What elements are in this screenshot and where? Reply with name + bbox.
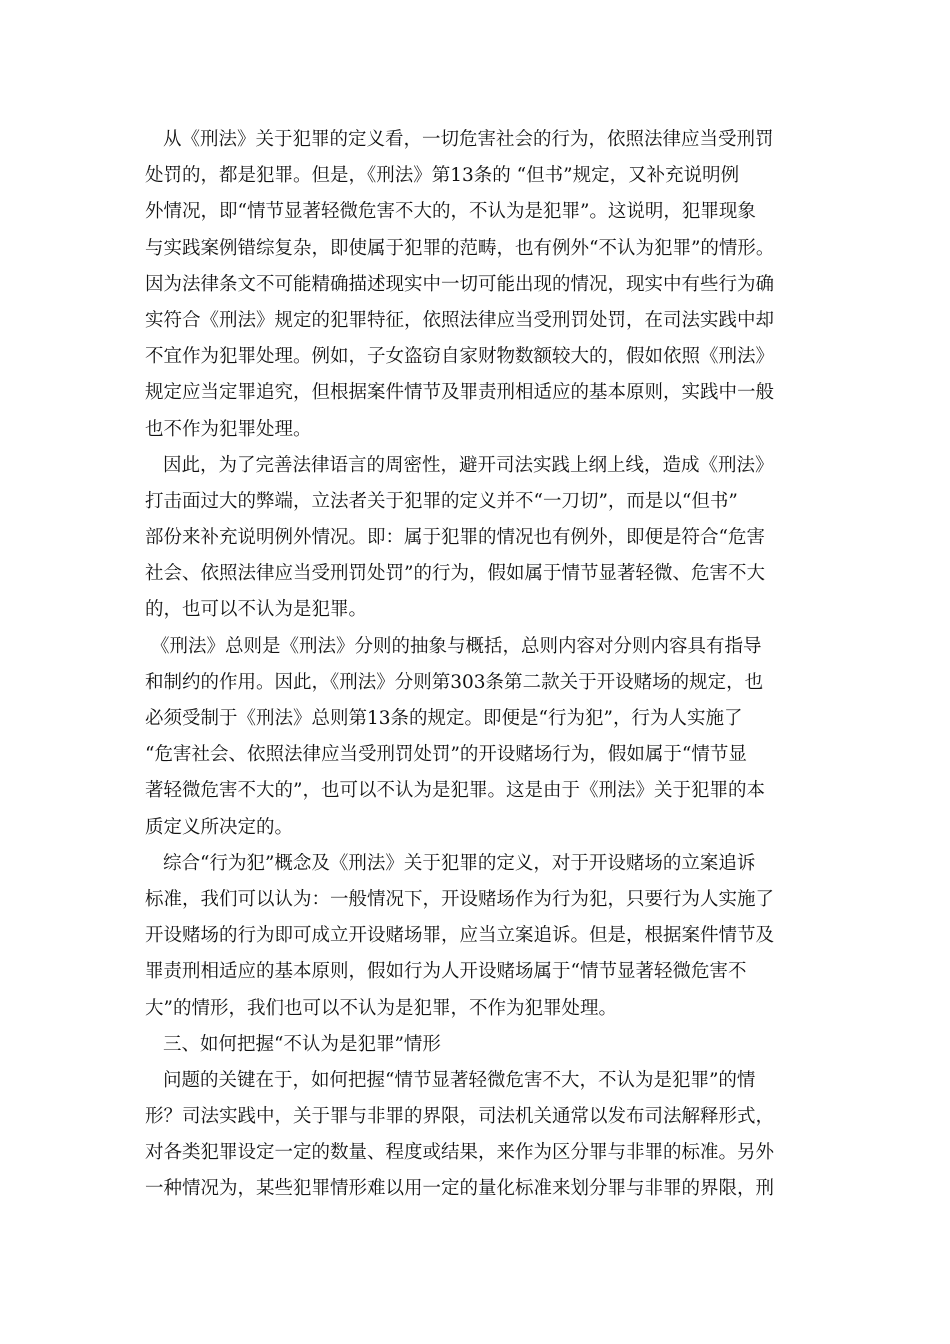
document-body xyxy=(145,122,810,1208)
paragraph-2-line-5: 的，也可以不认为是犯罪。 xyxy=(145,599,368,621)
paragraph-3-line-3: 必须受制于《刑法》总则第13条的规定。即便是“行为犯”，行为人实施了 xyxy=(145,708,743,729)
paragraph-2-line-1: 因此，为了完善法律语言的周密性，避开司法实践上纲上线，造成《刑法》 xyxy=(163,454,774,476)
paragraph-3-line-1: 《刑法》总则是《刑法》分则的抽象与概括，总则内容对分则内容具有指导 xyxy=(151,635,762,657)
paragraph-6-line-4: 一种情况为，某些犯罪情形难以用一定的量化标准来划分罪与非罪的界限，刑 xyxy=(145,1178,775,1200)
paragraph-1-line-7: 不宜作为犯罪处理。例如，子女盗窃自家财物数额较大的，假如依照《刑法》 xyxy=(145,346,775,368)
paragraph-1-line-3: 外情况，即“情节显著轻微危害不大的，不认为是犯罪”。这说明，犯罪现象 xyxy=(145,201,756,223)
paragraph-2-line-2: 打击面过大的弊端，立法者关于犯罪的定义并不“一刀切”，而是以“但书” xyxy=(145,490,738,512)
paragraph-6-line-1: 问题的关键在于，如何把握“情节显著轻微危害不大，不认为是犯罪”的情 xyxy=(163,1069,756,1091)
paragraph-3-line-2: 和制约的作用。因此，《刑法》分则第303条第二款关于开设赌场的规定，也 xyxy=(145,671,764,693)
paragraph-1-line-6: 实符合《刑法》规定的犯罪特征，依照法律应当受刑罚处罚，在司法实践中却 xyxy=(145,309,775,331)
paragraph-1-line-2: 处罚的，都是犯罪。但是，《刑法》第13条的 “但书”规定，又补充说明例 xyxy=(145,165,740,187)
paragraph-3-line-4: “危害社会、依照法律应当受刑罚处罚”的开设赌场行为，假如属于“情节显 xyxy=(145,744,747,766)
paragraph-1-line-4: 与实践案例错综复杂，即使属于犯罪的范畴，也有例外“不认为犯罪”的情形。 xyxy=(145,237,775,259)
paragraph-1-line-8: 规定应当定罪追究，但根据案件情节及罪责刑相适应的基本原则，实践中一般 xyxy=(145,382,775,404)
paragraph-4-line-1: 综合“行为犯”概念及《刑法》关于犯罪的定义，对于开设赌场的立案追诉 xyxy=(163,852,756,874)
section-heading: 三、如何把握“不认为是犯罪”情形 xyxy=(163,1033,441,1055)
paragraph-2-line-3: 部份来补充说明例外情况。即：属于犯罪的情况也有例外，即便是符合“危害 xyxy=(145,527,765,549)
paragraph-3-line-5: 著轻微危害不大的”，也可以不认为是犯罪。这是由于《刑法》关于犯罪的本 xyxy=(145,780,765,802)
paragraph-4-line-3: 开设赌场的行为即可成立开设赌场罪，应当立案追诉。但是，根据案件情节及 xyxy=(145,925,775,947)
paragraph-6-line-2: 形？司法实践中，关于罪与非罪的界限，司法机关通常以发布司法解释形式， xyxy=(145,1106,775,1128)
paragraph-3-line-6: 质定义所决定的。 xyxy=(145,816,294,838)
paragraph-6-line-3: 对各类犯罪设定一定的数量、程度或结果，来作为区分罪与非罪的标准。另外 xyxy=(145,1142,775,1164)
paragraph-1-line-1: 从《刑法》关于犯罪的定义看，一切危害社会的行为，依照法律应当受刑罚 xyxy=(163,129,774,150)
paragraph-4-line-5: 大”的情形，我们也可以不认为是犯罪，不作为犯罪处理。 xyxy=(145,997,617,1019)
paragraph-4-line-4: 罪责刑相适应的基本原则，假如行为人开设赌场属于“情节显著轻微危害不 xyxy=(145,961,747,983)
paragraph-2-line-4: 社会、依照法律应当受刑罚处罚”的行为，假如属于情节显著轻微、危害不大 xyxy=(145,563,765,585)
paragraph-4-line-2: 标准，我们可以认为：一般情况下，开设赌场作为行为犯，只要行为人实施了 xyxy=(145,888,775,910)
paragraph-1-line-9: 也不作为犯罪处理。 xyxy=(145,418,312,440)
paragraph-1-line-5: 因为法律条文不可能精确描述现实中一切可能出现的情况，现实中有些行为确 xyxy=(145,273,775,295)
